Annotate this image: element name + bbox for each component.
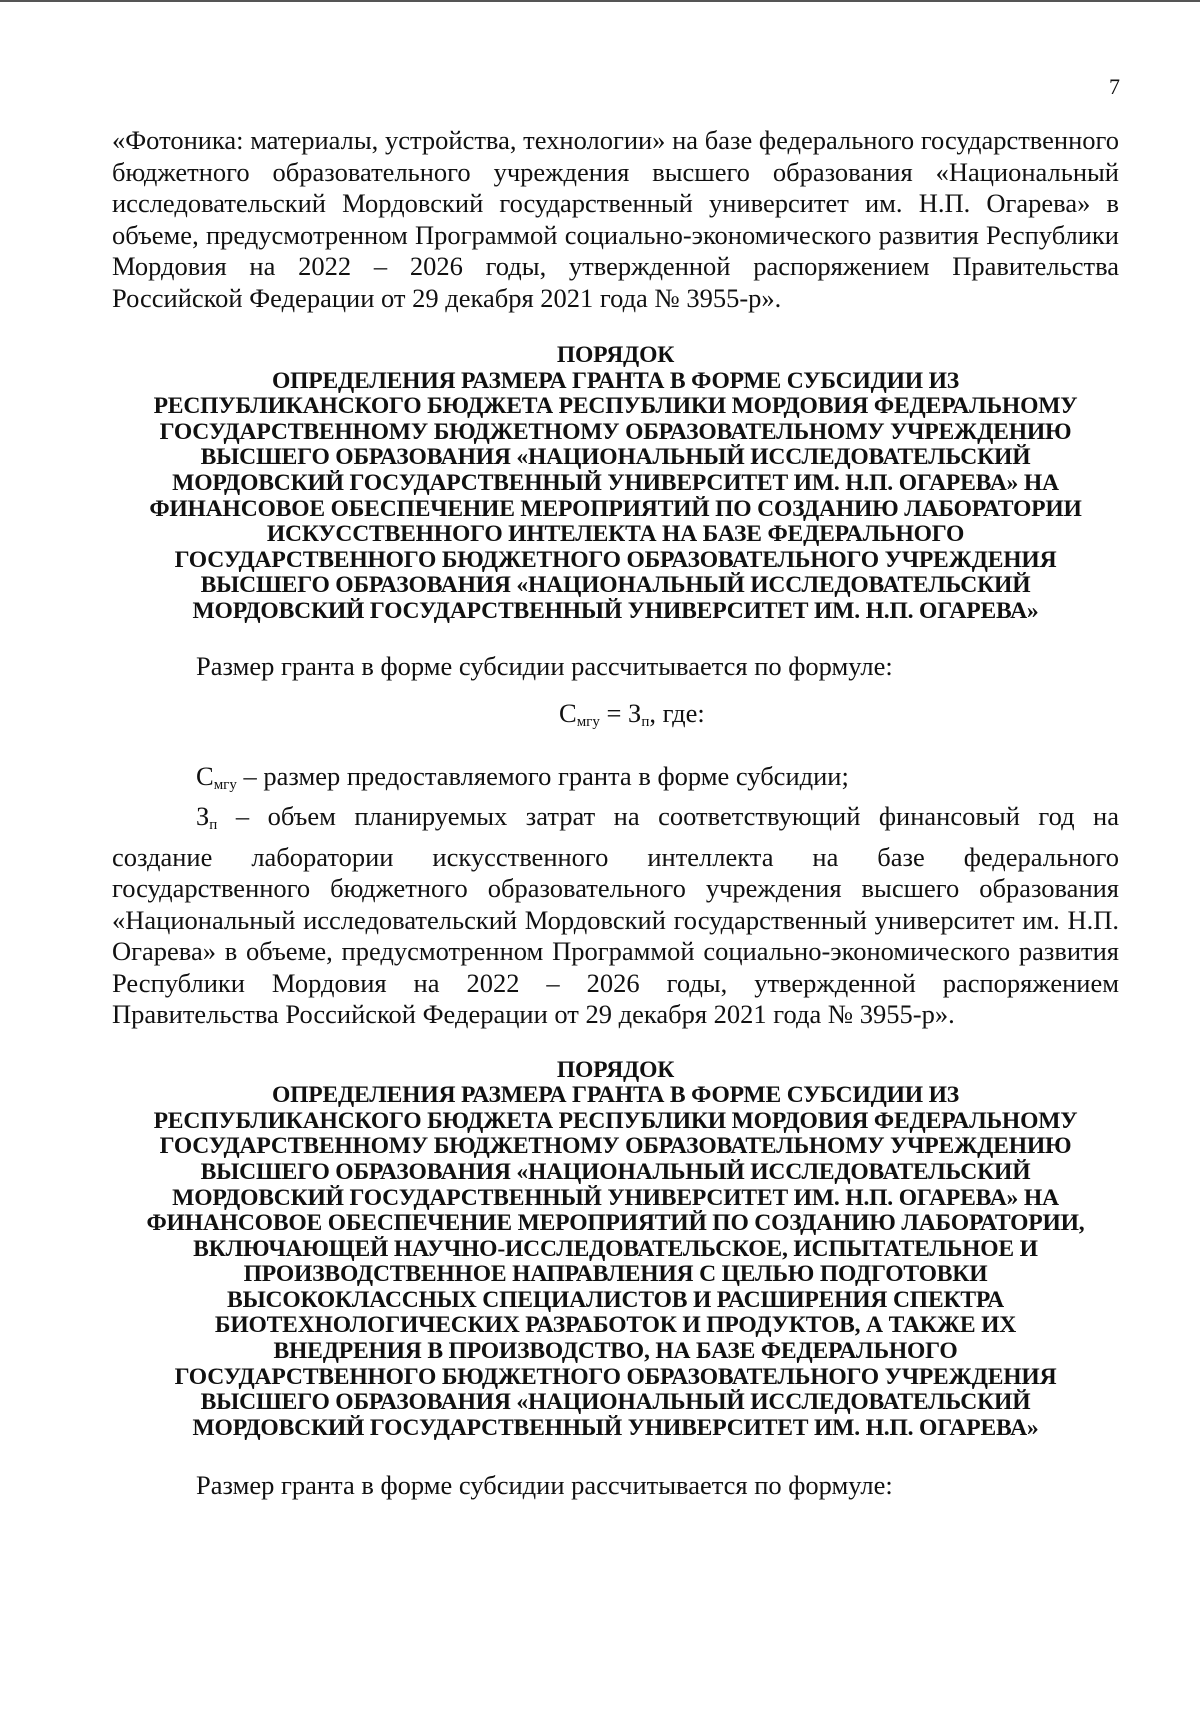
heading-line: ВЫСШЕГО ОБРАЗОВАНИЯ «НАЦИОНАЛЬНЫЙ ИССЛЕДОВАТЕЛЬСКИЙ xyxy=(200,1389,1031,1416)
definition-smgu xyxy=(112,761,1119,802)
heading-line: МОРДОВСКИЙ ГОСУДАРСТВЕННЫЙ УНИВЕРСИТЕТ ИМ. Н.П. ОГАРЕВА» xyxy=(192,1414,1039,1441)
heading-line: ВЫСШЕГО ОБРАЗОВАНИЯ «НАЦИОНАЛЬНЫЙ ИССЛЕДОВАТЕЛЬСКИЙ xyxy=(200,572,1031,599)
definition-subscript: п xyxy=(209,817,218,834)
heading-line: ПРОИЗВОДСТВЕННОЕ НАПРАВЛЕНИЯ С ЦЕЛЬЮ ПОДГОТОВКИ xyxy=(243,1261,988,1288)
formula-rhs-subscript: п xyxy=(641,714,650,731)
formula-suffix: , где: xyxy=(649,698,705,729)
heading-line: ГОСУДАРСТВЕННОГО БЮДЖЕТНОГО ОБРАЗОВАТЕЛЬНОГО УЧРЕЖДЕНИЯ xyxy=(174,1363,1057,1390)
page-content xyxy=(112,125,1119,1502)
continuation-paragraph: «Фотоника: материалы, устройства, технологии» на базе федерального государственного бюджетного образовательного учреждения высшего образования «Национальный исследовательский Мордовский государственный университет им. Н.П. Огарева» в объеме, предусмотренном Программой социально-экономического развития Республики Мордовия на 2022 – 2026 годы, утвержденной распоряжением Правительства Российской Федерации от 29 декабря 2021 года № 3955-р». xyxy=(112,125,1119,313)
heading-line: МОРДОВСКИЙ ГОСУДАРСТВЕННЫЙ УНИВЕРСИТЕТ ИМ. Н.П. ОГАРЕВА» xyxy=(192,597,1039,624)
formula-lhs-symbol: С xyxy=(559,698,577,729)
section-1-formula-intro: Размер гранта в форме субсидии рассчитывается по формуле: xyxy=(196,650,893,681)
heading-line: ГОСУДАРСТВЕННОМУ БЮДЖЕТНОМУ ОБРАЗОВАТЕЛЬНОМУ УЧРЕЖДЕНИЮ xyxy=(159,1133,1072,1160)
heading-line: ИСКУССТВЕННОГО ИНТЕЛЕКТА НА БАЗЕ ФЕДЕРАЛЬНОГО xyxy=(266,521,965,548)
heading-line: ВКЛЮЧАЮЩЕЙ НАУЧНО-ИССЛЕДОВАТЕЛЬСКОЕ, ИСПЫТАТЕЛЬНОЕ И xyxy=(193,1235,1038,1262)
heading-line: ГОСУДАРСТВЕННОГО БЮДЖЕТНОГО ОБРАЗОВАТЕЛЬНОГО УЧРЕЖДЕНИЯ xyxy=(174,546,1057,573)
heading-line: ФИНАНСОВОЕ ОБЕСПЕЧЕНИЕ МЕРОПРИЯТИЙ ПО СОЗДАНИЮ ЛАБОРАТОРИИ xyxy=(149,495,1082,522)
heading-line: ВЫСШЕГО ОБРАЗОВАНИЯ «НАЦИОНАЛЬНЫЙ ИССЛЕДОВАТЕЛЬСКИЙ xyxy=(200,444,1031,471)
heading-line: ОПРЕДЕЛЕНИЯ РАЗМЕРА ГРАНТА В ФОРМЕ СУБСИДИИ ИЗ xyxy=(271,1082,960,1109)
section-2-heading xyxy=(112,1058,1119,1442)
heading-line: ПОРЯДОК xyxy=(556,1056,675,1083)
formula-lhs-subscript: мгу xyxy=(576,714,600,731)
definition-text: – размер предоставляемого гранта в форме субсидии; xyxy=(236,760,849,791)
heading-line: ПОРЯДОК xyxy=(556,342,675,368)
heading-line: ГОСУДАРСТВЕННОМУ БЮДЖЕТНОМУ ОБРАЗОВАТЕЛЬНОМУ УЧРЕЖДЕНИЮ xyxy=(159,418,1072,445)
heading-line: БИОТЕХНОЛОГИЧЕСКИХ РАЗРАБОТОК И ПРОДУКТОВ, А ТАКЖЕ ИХ xyxy=(214,1312,1017,1339)
top-edge-line xyxy=(0,0,1200,2)
section-1-formula xyxy=(112,698,1119,739)
heading-line: МОРДОВСКИЙ ГОСУДАРСТВЕННЫЙ УНИВЕРСИТЕТ ИМ. Н.П. ОГАРЕВА» НА xyxy=(172,469,1059,496)
definition-symbol: З xyxy=(196,801,210,832)
heading-line: ВЫСОКОКЛАССНЫХ СПЕЦИАЛИСТОВ И РАСШИРЕНИЯ СПЕКТРА xyxy=(227,1286,1004,1313)
section-1-heading xyxy=(112,343,1119,625)
heading-line: ФИНАНСОВОЕ ОБЕСПЕЧЕНИЕ МЕРОПРИЯТИЙ ПО СОЗДАНИЮ ЛАБОРАТОРИИ, xyxy=(146,1210,1085,1237)
heading-line: РЕСПУБЛИКАНСКОГО БЮДЖЕТА РЕСПУБЛИКИ МОРДОВИЯ ФЕДЕРАЛЬНОМУ xyxy=(153,1107,1078,1134)
formula-equals: = xyxy=(599,698,629,729)
page-number: 7 xyxy=(1109,74,1120,99)
section-2-formula-intro: Размер гранта в форме субсидии рассчитывается по формуле: xyxy=(196,1470,893,1501)
definition-symbol: С xyxy=(196,760,214,791)
definition-text: – объем планируемых затрат на соответствующий финансовый год на создание лаборатории искусственного интеллекта на базе федерального государственного бюджетного образовательного учреждения высшего образования «Национальный исследовательский Мордовский государственный университет им. Н.П. Огарева» в объеме, предусмотренном Программой социально-экономического развития Республики Мордовия на 2022 – 2026 годы, утвержденной распоряжением Правительства Российской Федерации от 29 декабря 2021 года № 3955-р». xyxy=(112,801,1119,1030)
formula-rhs-symbol: З xyxy=(628,698,642,729)
heading-line: ВНЕДРЕНИЯ В ПРОИЗВОДСТВО, НА БАЗЕ ФЕДЕРАЛЬНОГО xyxy=(273,1338,958,1365)
heading-line: МОРДОВСКИЙ ГОСУДАРСТВЕННЫЙ УНИВЕРСИТЕТ ИМ. Н.П. ОГАРЕВА» НА xyxy=(172,1184,1059,1211)
heading-line: ВЫСШЕГО ОБРАЗОВАНИЯ «НАЦИОНАЛЬНЫЙ ИССЛЕДОВАТЕЛЬСКИЙ xyxy=(200,1158,1031,1185)
definition-subscript: мгу xyxy=(213,776,237,793)
definition-zp xyxy=(112,801,1119,1031)
heading-line: ОПРЕДЕЛЕНИЯ РАЗМЕРА ГРАНТА В ФОРМЕ СУБСИДИИ ИЗ xyxy=(271,367,960,394)
heading-line: РЕСПУБЛИКАНСКОГО БЮДЖЕТА РЕСПУБЛИКИ МОРДОВИЯ ФЕДЕРАЛЬНОМУ xyxy=(153,393,1078,420)
